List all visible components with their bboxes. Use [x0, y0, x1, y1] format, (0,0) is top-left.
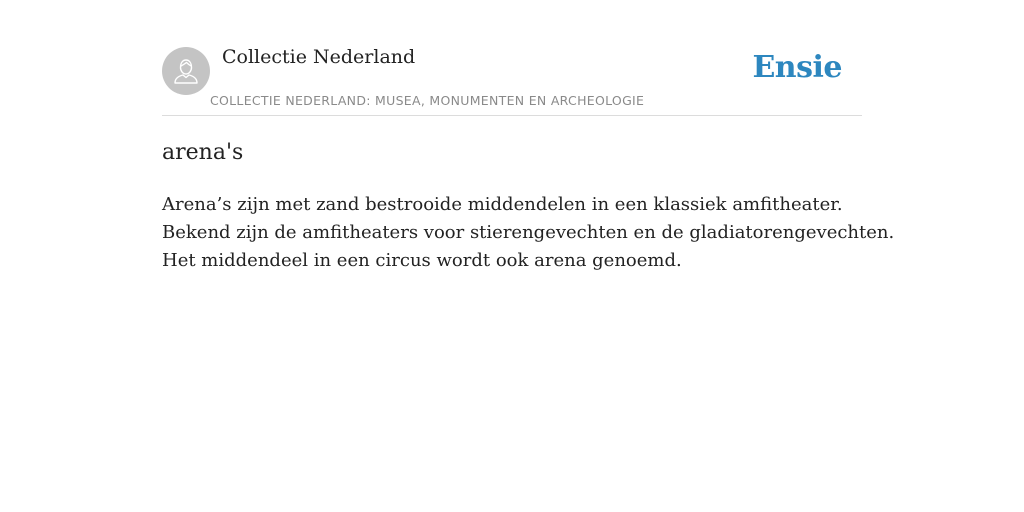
entry-definition	[162, 191, 895, 275]
brand-logo[interactable]: Ensie	[752, 50, 842, 85]
card-header	[162, 40, 862, 116]
definition-line: Bekend zijn de amfitheaters voor stierengevechten en de gladiatorengevechten.	[162, 222, 895, 243]
definition-line: Het middendeel in een circus wordt ook arena genoemd.	[162, 250, 682, 271]
author-subtitle: COLLECTIE NEDERLAND: MUSEA, MONUMENTEN EN ARCHEOLOGIE	[210, 93, 645, 108]
author-avatar[interactable]	[162, 47, 210, 95]
definition-line: Arena’s zijn met zand bestrooide middendelen in een klassiek amfitheater.	[162, 194, 843, 215]
author-name[interactable]: Collectie Nederland	[222, 46, 416, 68]
definition-card	[162, 40, 895, 275]
user-icon	[171, 56, 201, 86]
entry-term: arena's	[162, 140, 244, 165]
